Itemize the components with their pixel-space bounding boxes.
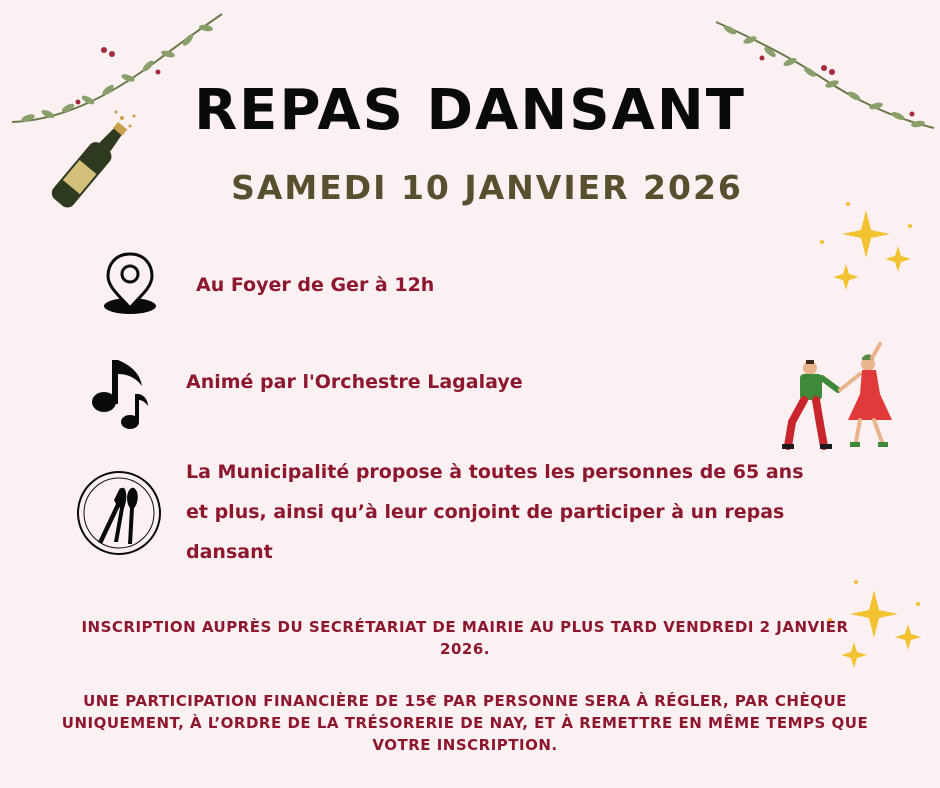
page-title: REPAS DANSANT [194, 78, 746, 143]
sparkles-icon [810, 198, 920, 298]
music-notes-icon [88, 352, 148, 434]
plate-cutlery-icon [76, 470, 162, 556]
registration-notice: INSCRIPTION AUPRÈS DU SECRÉTARIAT DE MAIRIE AU PLUS TARD VENDREDI 2 JANVIER 2026. [81, 618, 849, 658]
orchestra-text: Animé par l'Orchestre Lagalaye [186, 371, 523, 393]
fee-notice: UNE PARTICIPATION FINANCIÈRE DE 15€ PAR PERSONNE SERA À RÉGLER, PAR CHÈQUE UNIQUEMENT, À L’ORDRE DE LA TRÉSORERIE DE NAY, ET À REMETTRE EN MÊME TEMPS QUE VOTRE INSCRIPTION. [61, 692, 869, 754]
map-pin-icon [100, 250, 160, 316]
event-date: SAMEDI 10 JANVIER 2026 [231, 168, 743, 207]
location-text: Au Foyer de Ger à 12h [196, 274, 435, 296]
dancing-couple-illustration [776, 338, 906, 456]
description-text: La Municipalité propose à toutes les personnes de 65 ans et plus, ainsi qu’à leur conjoint de participer à un repas dansant [186, 461, 804, 563]
